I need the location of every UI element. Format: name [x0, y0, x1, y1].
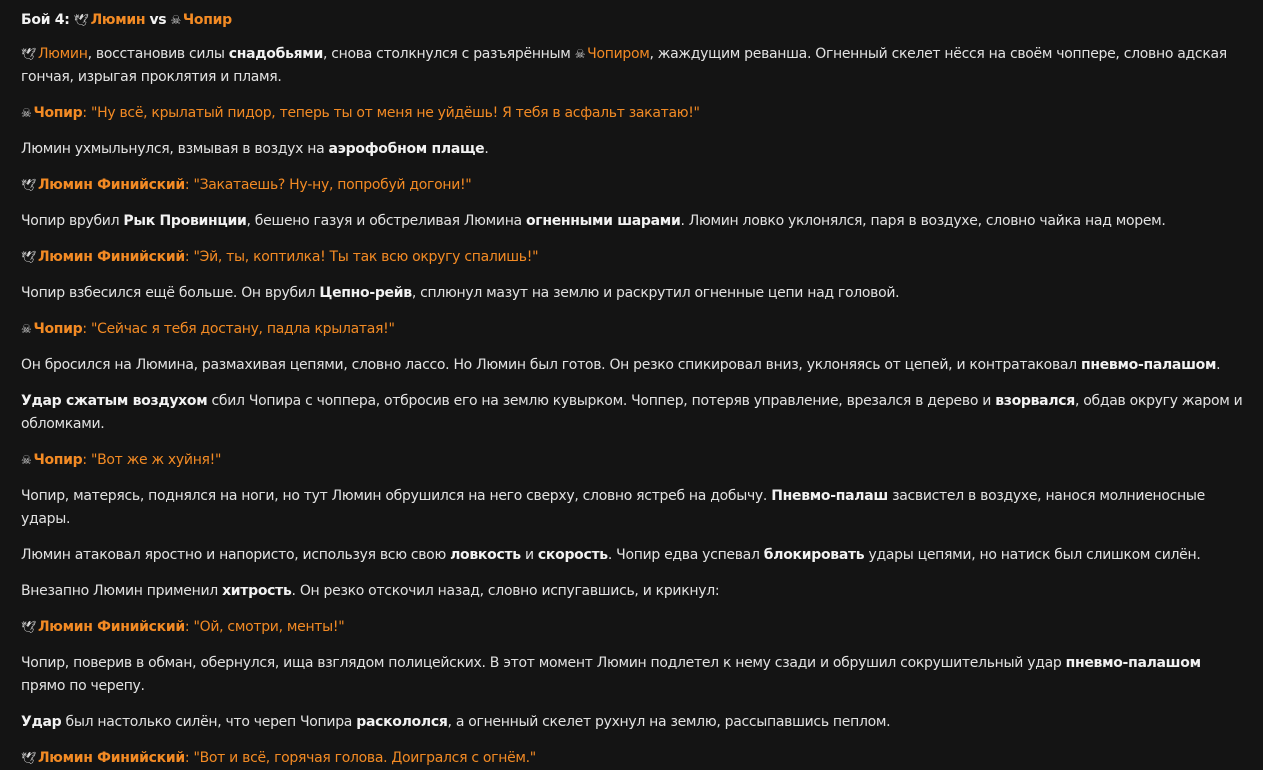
emphasis-text: аэрофобном плаще [328, 141, 485, 157]
narration-paragraph [21, 711, 1243, 734]
emphasis-text: снадобьями [228, 46, 323, 62]
dove-icon: 🕊 [21, 751, 36, 765]
narration-paragraph [21, 354, 1243, 377]
text-run: , сплюнул мазут на землю и раскрутил огненные цепи над головой. [411, 285, 900, 301]
text-run: . Чопир едва успевал [607, 547, 764, 563]
dialogue-line [21, 747, 1243, 770]
dove-icon: 🕊 [73, 13, 89, 27]
narration-paragraph [21, 282, 1243, 305]
text-run: . [484, 141, 489, 157]
text-run: засвистел в воздухе, нанося молниеносные удары. [21, 488, 1205, 527]
speaker-name: Люмин Финийский [37, 177, 185, 193]
dove-icon: 🕊 [21, 620, 36, 634]
narration-paragraph [21, 390, 1243, 436]
dove-icon: 🕊 [21, 250, 36, 264]
paragraph-list [21, 43, 1243, 770]
emphasis-text: пневмо-палашом [1065, 655, 1201, 671]
dove-icon: 🕊 [21, 47, 36, 61]
text-run: удары цепями, но натиск был слишком силён. [864, 547, 1201, 563]
title-vs: vs [149, 12, 167, 28]
title-name2: Чопир [182, 12, 232, 28]
dialogue-text: : "Ну всё, крылатый пидор, теперь ты от меня не уйдёшь! Я тебя в асфальт закатаю!" [82, 105, 700, 121]
emphasis-text: огненными шарами [525, 213, 681, 229]
emphasis-text: Пневмо-палаш [771, 488, 888, 504]
character-name: Люмин [37, 46, 88, 62]
emphasis-text: взорвался [995, 393, 1075, 409]
narration-paragraph [21, 544, 1243, 567]
dialogue-text: : "Ой, смотри, менты!" [184, 619, 345, 635]
text-run: сбил Чопира с чоппера, отбросив его на землю кувырком. Чоппер, потеряв управление, врезался в дерево и [207, 393, 996, 409]
emphasis-text: скорость [537, 547, 608, 563]
text-run: . [1216, 357, 1221, 373]
text-run: прямо по черепу. [21, 678, 145, 694]
skull-crossbones-icon: ☠ [21, 322, 32, 336]
emphasis-text: ловкость [450, 547, 521, 563]
emphasis-text: пневмо-палашом [1080, 357, 1217, 373]
dialogue-text: : "Вот и всё, горячая голова. Доигрался с огнём." [184, 750, 536, 766]
dove-icon: 🕊 [21, 178, 36, 192]
text-run: Он бросился на Люмина, размахивая цепями, словно лассо. Но Люмин был готов. Он резко спикировал вниз, уклоняясь от цепей, и контратаковал [21, 357, 1081, 373]
narration-paragraph [21, 580, 1243, 603]
emphasis-text: хитрость [222, 583, 292, 599]
battle-title [21, 9, 1243, 32]
narration-paragraph [21, 43, 1243, 89]
emphasis-text: блокировать [763, 547, 865, 563]
emphasis-text: Удар сжатым воздухом [21, 393, 208, 409]
title-prefix: Бой 4: [21, 12, 70, 28]
speaker-name: Чопир [33, 105, 83, 121]
text-run: , восстановив силы [87, 46, 229, 62]
emphasis-text: Удар [21, 714, 62, 730]
text-run: был настолько силён, что череп Чопира [61, 714, 357, 730]
speaker-name: Люмин Финийский [37, 750, 185, 766]
text-run: Чопир взбесился ещё больше. Он врубил [21, 285, 320, 301]
dialogue-line [21, 318, 1243, 341]
text-run: Люмин атаковал яростно и напористо, используя всю свою [21, 547, 451, 563]
character-name: Чопиром [587, 46, 650, 62]
emphasis-text: Цепно-рейв [319, 285, 412, 301]
text-run: . Люмин ловко уклонялся, паря в воздухе, словно чайка над морем. [680, 213, 1166, 229]
dialogue-text: : "Сейчас я тебя достану, падла крылатая!" [82, 321, 395, 337]
speaker-name: Люмин Финийский [37, 249, 185, 265]
text-run: , снова столкнулся с разъярённым [322, 46, 575, 62]
dialogue-line [21, 102, 1243, 125]
text-run: Чопир, поверив в обман, обернулся, ища взглядом полицейских. В этот момент Люмин подлетел к нему сзади и обрушил сокрушительный удар [21, 655, 1066, 671]
text-run: , обдав округу жаром и обломками. [21, 393, 1243, 432]
narration-paragraph [21, 485, 1243, 531]
skull-crossbones-icon: ☠ [21, 453, 32, 467]
text-run: Внезапно Люмин применил [21, 583, 223, 599]
dialogue-line [21, 449, 1243, 472]
text-run: , бешено газуя и обстреливая Люмина [246, 213, 526, 229]
narration-paragraph [21, 652, 1243, 698]
dialogue-line [21, 174, 1243, 197]
speaker-name: Чопир [33, 452, 83, 468]
speaker-name: Люмин Финийский [37, 619, 185, 635]
skull-crossbones-icon: ☠ [21, 106, 32, 120]
emphasis-text: раскололся [356, 714, 448, 730]
skull-crossbones-icon: ☠ [574, 47, 586, 61]
title-name1: Люмин [90, 12, 146, 28]
emphasis-text: Рык Провинции [123, 213, 247, 229]
text-run: Люмин ухмыльнулся, взмывая в воздух на [21, 141, 329, 157]
dialogue-line [21, 616, 1243, 639]
skull-crossbones-icon: ☠ [170, 13, 181, 27]
dialogue-text: : "Вот же ж хуйня!" [82, 452, 222, 468]
text-run: Чопир, матерясь, поднялся на ноги, но тут Люмин обрушился на него сверху, словно ястреб на добычу. [21, 488, 772, 504]
text-run: , жаждущим реванша. Огненный скелет нёсся на своём чоппере, словно адская гончая, изрыгая проклятия и пламя. [21, 46, 1227, 85]
dialogue-line [21, 246, 1243, 269]
dialogue-text: : "Эй, ты, коптилка! Ты так всю округу спалишь!" [184, 249, 539, 265]
text-run: , а огненный скелет рухнул на землю, рассыпавшись пеплом. [447, 714, 891, 730]
text-run: Чопир врубил [21, 213, 124, 229]
text-run: . Он резко отскочил назад, словно испугавшись, и крикнул: [291, 583, 720, 599]
speaker-name: Чопир [33, 321, 83, 337]
text-run: и [520, 547, 538, 563]
narration-paragraph [21, 138, 1243, 161]
narration-paragraph [21, 210, 1243, 233]
dialogue-text: : "Закатаешь? Ну-ну, попробуй догони!" [184, 177, 472, 193]
